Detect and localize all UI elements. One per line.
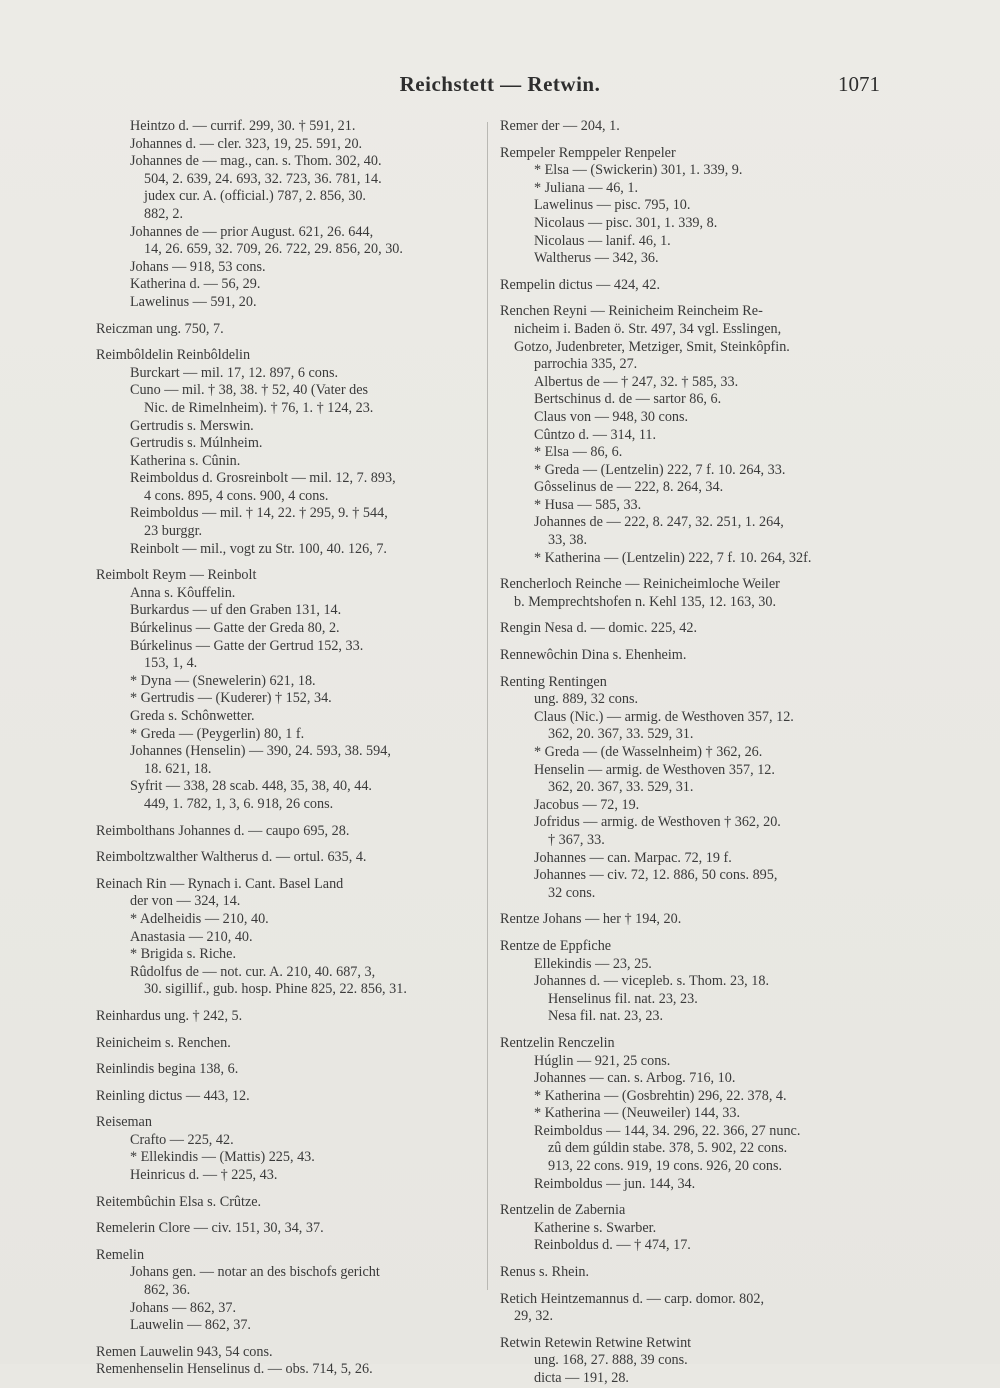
index-line: Reimbôldelin Reinbôldelin (96, 347, 251, 364)
page-number: 1071 (838, 72, 880, 96)
index-line: Lauwelin — 862, 37. (130, 1317, 251, 1334)
index-entry (500, 1035, 895, 1193)
index-line: 29, 32. (514, 1308, 554, 1325)
index-line: Cûntzo d. — 314, 11. (534, 426, 657, 443)
index-entry (96, 1344, 476, 1362)
index-line: parrochia 335, 27. (534, 356, 638, 373)
index-line: Reimboldus — mil. † 14, 22. † 295, 9. † 544, (130, 505, 388, 522)
index-line: Rentzelin Renczelin (500, 1034, 615, 1051)
index-line: Reimboldus d. Grosreinbolt — mil. 12, 7. 893, (130, 470, 396, 487)
index-line: Johans — 918, 53 cons. (130, 258, 266, 275)
index-line: Katherina d. — 56, 29. (130, 276, 261, 293)
index-line: Rûdolfus de — not. cur. A. 210, 40. 687, 3, (130, 963, 376, 980)
index-line: Retich Heintzemannus d. — carp. domor. 802, (500, 1290, 764, 1307)
index-line: 4 cons. 895, 4 cons. 900, 4 cons. (144, 487, 329, 504)
index-entry (96, 321, 476, 339)
index-line: Johans — 862, 37. (130, 1299, 237, 1316)
index-line: Rentze Johans — her † 194, 20. (500, 911, 682, 928)
index-line: Waltherus — 342, 36. (534, 250, 659, 267)
index-line: 449, 1. 782, 1, 3, 6. 918, 26 cons. (144, 795, 334, 812)
index-line: 14, 26. 659, 32. 709, 26. 722, 29. 856, 20, 30. (144, 241, 403, 258)
index-line: judex cur. A. (official.) 787, 2. 856, 30. (144, 188, 366, 205)
index-line: Húglin — 921, 25 cons. (534, 1052, 671, 1069)
index-line: Ellekindis — 23, 25. (534, 955, 652, 972)
index-line: * Katherina — (Lentzelin) 222, 7 f. 10. 264, 32f. (534, 549, 812, 566)
index-entry (96, 567, 476, 813)
index-line: Bertschinus d. de — sartor 86, 6. (534, 391, 722, 408)
index-entry (500, 938, 895, 1026)
index-line: Albertus de — † 247, 32. † 585, 33. (534, 373, 739, 390)
index-line: Renus s. Rhein. (500, 1264, 590, 1281)
index-line: Reinach Rin — Rynach i. Cant. Basel Land (96, 875, 344, 892)
index-line: * Katherina — (Gosbrehtin) 296, 22. 378, 4. (534, 1087, 787, 1104)
index-line: Claus von — 948, 30 cons. (534, 408, 689, 425)
index-entry (500, 911, 895, 929)
index-line: Cuno — mil. † 38, 38. † 52, 40 (Vater des (130, 382, 369, 399)
index-line: 362, 20. 367, 33. 529, 31. (548, 779, 694, 796)
index-entry (500, 145, 895, 268)
index-line: Rentze de Eppfiche (500, 937, 612, 954)
index-entry (96, 1247, 476, 1335)
index-entry (96, 118, 476, 312)
index-line: Lawelinus — 591, 20. (130, 293, 257, 310)
index-line: Greda s. Schônwetter. (130, 708, 255, 724)
index-line: 882, 2. (144, 205, 184, 222)
index-line: Búrkelinus — Gatte der Gertrud 152, 33. (130, 637, 364, 654)
index-line: Crafto — 225, 42. (130, 1131, 234, 1148)
index-line: Reinlindis begina 138, 6. (96, 1061, 239, 1078)
index-entry (96, 1361, 476, 1379)
index-line: Reitembûchin Elsa s. Crûtze. (96, 1193, 262, 1210)
index-entry (500, 1335, 895, 1388)
index-line: Reiczman ung. 750, 7. (96, 320, 224, 337)
index-line: * Brigida s. Riche. (130, 946, 236, 963)
index-line: der von — 324, 14. (130, 893, 241, 910)
index-entry (96, 876, 476, 999)
index-line: * Juliana — 46, 1. (534, 179, 639, 196)
index-line: Nic. de Rimelnheim). † 76, 1. † 124, 23. (144, 399, 374, 416)
index-line: Reimbolthans Johannes d. — caupo 695, 28. (96, 822, 350, 839)
index-line: 30. sigillif., gub. hosp. Phine 825, 22. 856, 31. (144, 981, 407, 998)
index-line: * Husa — 585, 33. (534, 496, 642, 513)
index-line: * Greda — (de Wasselnheim) † 362, 26. (534, 744, 763, 760)
index-line: * Gertrudis — (Kuderer) † 152, 34. (130, 690, 332, 707)
index-entry (96, 347, 476, 558)
index-line: Rencherloch Reinche — Reinicheimloche Weiler (500, 576, 780, 593)
index-line: Reimboldus — jun. 144, 34. (534, 1175, 696, 1192)
index-line: nicheim i. Baden ö. Str. 497, 34 vgl. Esslingen, (514, 320, 782, 337)
index-line: Henselin — armig. de Westhoven 357, 12. (534, 761, 775, 778)
index-line: Rengin Nesa d. — domic. 225, 42. (500, 620, 698, 637)
index-line: Gôsselinus de — 222, 8. 264, 34. (534, 479, 724, 496)
index-line: * Dyna — (Snewelerin) 621, 18. (130, 672, 316, 689)
index-line: Reinhardus ung. † 242, 5. (96, 1007, 243, 1024)
index-line: Gotzo, Judenbreter, Metziger, Smit, Steinkôpfin. (514, 338, 790, 355)
index-line: Renchen Reyni — Reinicheim Reincheim Re- (500, 303, 763, 320)
index-line: Burkardus — uf den Graben 131, 14. (130, 602, 342, 619)
index-line: * Elsa — 86, 6. (534, 444, 623, 461)
index-line: Heinricus d. — † 225, 43. (130, 1167, 278, 1184)
index-entry (96, 1061, 476, 1079)
index-line: Katherine s. Swarber. (534, 1219, 657, 1236)
index-entry (500, 277, 895, 295)
index-line: Jacobus — 72, 19. (534, 796, 640, 813)
running-head-title: Reichstett — Retwin. (399, 72, 601, 96)
index-line: 33, 38. (548, 532, 588, 549)
index-entry (500, 576, 895, 611)
index-entry (500, 1264, 895, 1282)
index-entry (500, 303, 895, 567)
index-line: Katherina s. Cûnin. (130, 452, 241, 469)
index-line: Syfrit — 338, 28 scab. 448, 35, 38, 40, 44. (130, 778, 372, 795)
index-line: Johannes — can. Marpac. 72, 19 f. (534, 849, 732, 866)
index-line: b. Memprechtshofen n. Kehl 135, 12. 163, 30. (514, 593, 777, 610)
index-line: Johannes d. — vicepleb. s. Thom. 23, 18. (534, 973, 769, 990)
index-line: * Adelheidis — 210, 40. (130, 910, 269, 927)
index-line: Anna s. Kôuffelin. (130, 584, 236, 601)
index-entry (96, 1008, 476, 1026)
index-line: Gertrudis s. Merswin. (130, 417, 254, 434)
index-line: Remelin (96, 1246, 145, 1263)
index-entry (96, 1194, 476, 1212)
index-entry (96, 1220, 476, 1238)
index-line: Rentzelin de Zabernia (500, 1202, 626, 1219)
index-line: 153, 1, 4. (144, 655, 198, 672)
index-line: Reimbolt Reym — Reinbolt (96, 567, 257, 584)
index-line: Reinicheim s. Renchen. (96, 1034, 231, 1051)
index-line: Reinling dictus — 443, 12. (96, 1087, 250, 1104)
column-divider (487, 122, 488, 1290)
right-index-column (500, 118, 895, 1388)
index-line: ung. 168, 27. 888, 39 cons. (534, 1352, 688, 1369)
index-line: Burckart — mil. 17, 12. 897, 6 cons. (130, 364, 339, 381)
index-line: dicta — 191, 28. (534, 1370, 629, 1386)
index-line: Remenhenselin Henselinus d. — obs. 714, 5, 26. (96, 1361, 373, 1378)
index-line: Johannes de — prior August. 621, 26. 644, (130, 223, 374, 240)
index-line: 862, 36. (144, 1282, 191, 1299)
index-line: Anastasia — 210, 40. (130, 928, 253, 945)
index-line: Johannes — can. s. Arbog. 716, 10. (534, 1070, 736, 1087)
index-entry (500, 1202, 895, 1255)
index-entry (500, 1291, 895, 1326)
index-line: Reinboldus d. — † 474, 17. (534, 1237, 691, 1254)
index-line: Johannes de — mag., can. s. Thom. 302, 40. (130, 153, 382, 170)
index-line: Heintzo d. — currif. 299, 30. † 591, 21. (130, 118, 356, 134)
index-line: * Katherina — (Neuweiler) 144, 33. (534, 1105, 741, 1122)
index-line: Nicolaus — lanif. 46, 1. (534, 232, 671, 249)
index-entry (96, 1088, 476, 1106)
index-line: Reiseman (96, 1114, 152, 1131)
index-line: Reimboltzwalther Waltherus d. — ortul. 635, 4. (96, 849, 367, 866)
index-line: Búrkelinus — Gatte der Greda 80, 2. (130, 620, 340, 637)
index-line: Retwin Retewin Retwine Retwint (500, 1334, 692, 1351)
index-line: Rempelin dictus — 424, 42. (500, 276, 660, 293)
index-line: Remelerin Clore — civ. 151, 30, 34, 37. (96, 1220, 324, 1237)
index-line: Nicolaus — pisc. 301, 1. 339, 8. (534, 214, 718, 231)
index-entry (500, 647, 895, 665)
index-line: zû dem gúldin stabe. 378, 5. 902, 22 cons. (548, 1140, 788, 1157)
index-line: Rempeler Remppeler Renpeler (500, 144, 676, 161)
index-line: Henselinus fil. nat. 23, 23. (548, 990, 698, 1007)
index-line: * Ellekindis — (Mattis) 225, 43. (130, 1149, 315, 1166)
index-line: 504, 2. 639, 24. 693, 32. 723, 36. 781, 14. (144, 170, 382, 187)
index-entry (500, 674, 895, 903)
index-line: * Greda — (Lentzelin) 222, 7 f. 10. 264, 33. (534, 461, 786, 478)
index-line: ung. 889, 32 cons. (534, 691, 639, 708)
index-line: 18. 621, 18. (144, 760, 212, 777)
index-line: † 367, 33. (548, 831, 605, 848)
index-entry (96, 823, 476, 841)
index-line: Jofridus — armig. de Westhoven † 362, 20. (534, 814, 781, 831)
index-line: * Greda — (Peygerlin) 80, 1 f. (130, 725, 305, 742)
index-line: Renting Rentingen (500, 673, 607, 690)
index-line: Remen Lauwelin 943, 54 cons. (96, 1343, 273, 1360)
index-entry (500, 118, 895, 136)
index-line: Reimboldus — 144, 34. 296, 22. 366, 27 nunc. (534, 1122, 801, 1139)
index-line: 913, 22 cons. 919, 19 cons. 926, 20 cons. (548, 1158, 783, 1175)
left-index-column (96, 118, 476, 1379)
index-line: 362, 20. 367, 33. 529, 31. (548, 726, 694, 743)
index-entry (96, 849, 476, 867)
index-entry (500, 620, 895, 638)
index-line: * Elsa — (Swickerin) 301, 1. 339, 9. (534, 162, 743, 179)
index-line: Claus (Nic.) — armig. de Westhoven 357, 12. (534, 708, 794, 725)
index-line: Johans gen. — notar an des bischofs gericht (130, 1264, 380, 1281)
index-line: Gertrudis s. Múlnheim. (130, 435, 263, 452)
index-line: Johannes (Henselin) — 390, 24. 593, 38. 594, (130, 743, 391, 760)
index-line: Johannes de — 222, 8. 247, 32. 251, 1. 264, (534, 514, 784, 531)
index-entry (96, 1035, 476, 1053)
index-line: Rennewôchin Dina s. Ehenheim. (500, 647, 687, 664)
index-line: Johannes d. — cler. 323, 19, 25. 591, 20. (130, 135, 363, 152)
index-line: Reinbolt — mil., vogt zu Str. 100, 40. 126, 7. (130, 540, 387, 557)
index-line: Lawelinus — pisc. 795, 10. (534, 197, 691, 214)
index-entry (96, 1114, 476, 1184)
index-line: Johannes — civ. 72, 12. 886, 50 cons. 895, (534, 867, 778, 884)
index-line: Remer der — 204, 1. (500, 118, 620, 134)
index-line: Nesa fil. nat. 23, 23. (548, 1008, 664, 1025)
index-line: 32 cons. (548, 884, 596, 901)
index-line: 23 burggr. (144, 523, 203, 540)
